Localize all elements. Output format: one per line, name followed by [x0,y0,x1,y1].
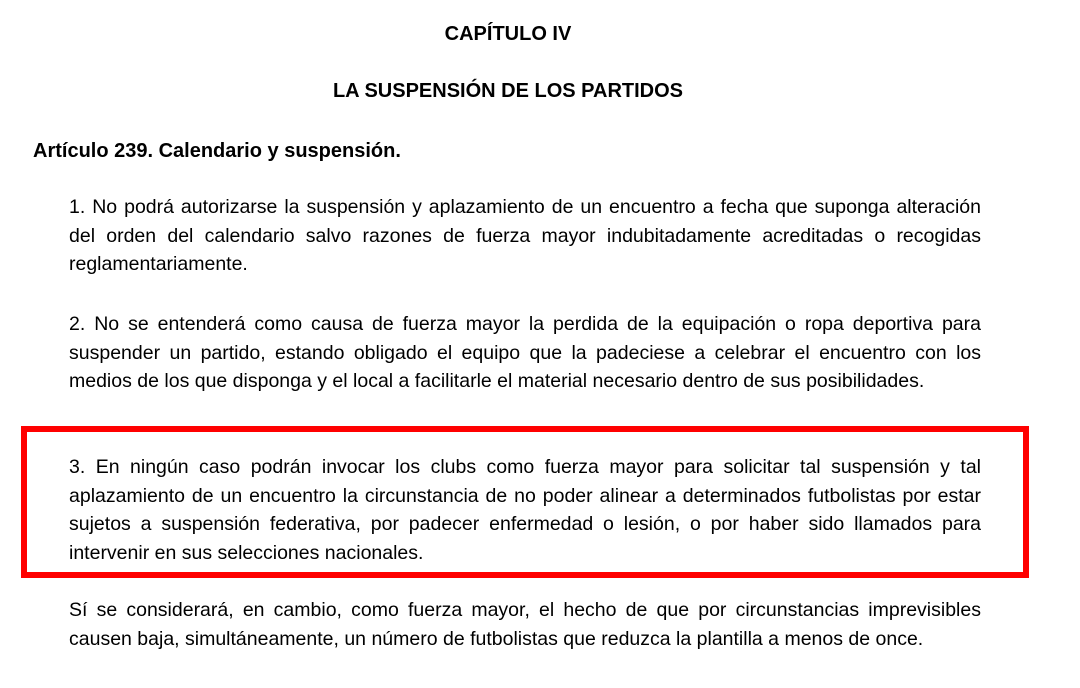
paragraph-1: 1. No podrá autorizarse la suspensión y aplazamiento de un encuentro a fecha que suponga alteración del orden del calendario salvo razones de fuerza mayor indubitadamente acreditadas o recogidas reglamentariamente. [69,196,981,275]
section-title: LA SUSPENSIÓN DE LOS PARTIDOS [332,80,684,102]
paragraph-3-highlighted: 3. En ningún caso podrán invocar los clubs como fuerza mayor para solicitar tal suspensión y tal aplazamiento de un encuentro la circunstancia de no poder alinear a determinados futbolistas por estar sujetos a suspensión federativa, por padecer enfermedad o lesión, o por haber sido llamados para intervenir en sus selecciones nacionales. [69,456,981,564]
paragraph-4: Sí se considerará, en cambio, como fuerza mayor, el hecho de que por circunstancias imprevisibles causen baja, simultáneamente, un número de futbolistas que reduzca la plantilla a menos de once. [69,599,981,650]
article-title: Artículo 239. Calendario y suspensión. [33,140,401,162]
red-highlight-box [21,426,1029,578]
paragraph-2: 2. No se entenderá como causa de fuerza mayor la perdida de la equipación o ropa deportiva para suspender un partido, estando obligado el equipo que la padeciese a celebrar el encuentro con los medios de los que disponga y el local a facilitarle el material necesario dentro de sus posibilidades. [69,313,981,392]
chapter-title: CAPÍTULO IV [444,23,572,45]
